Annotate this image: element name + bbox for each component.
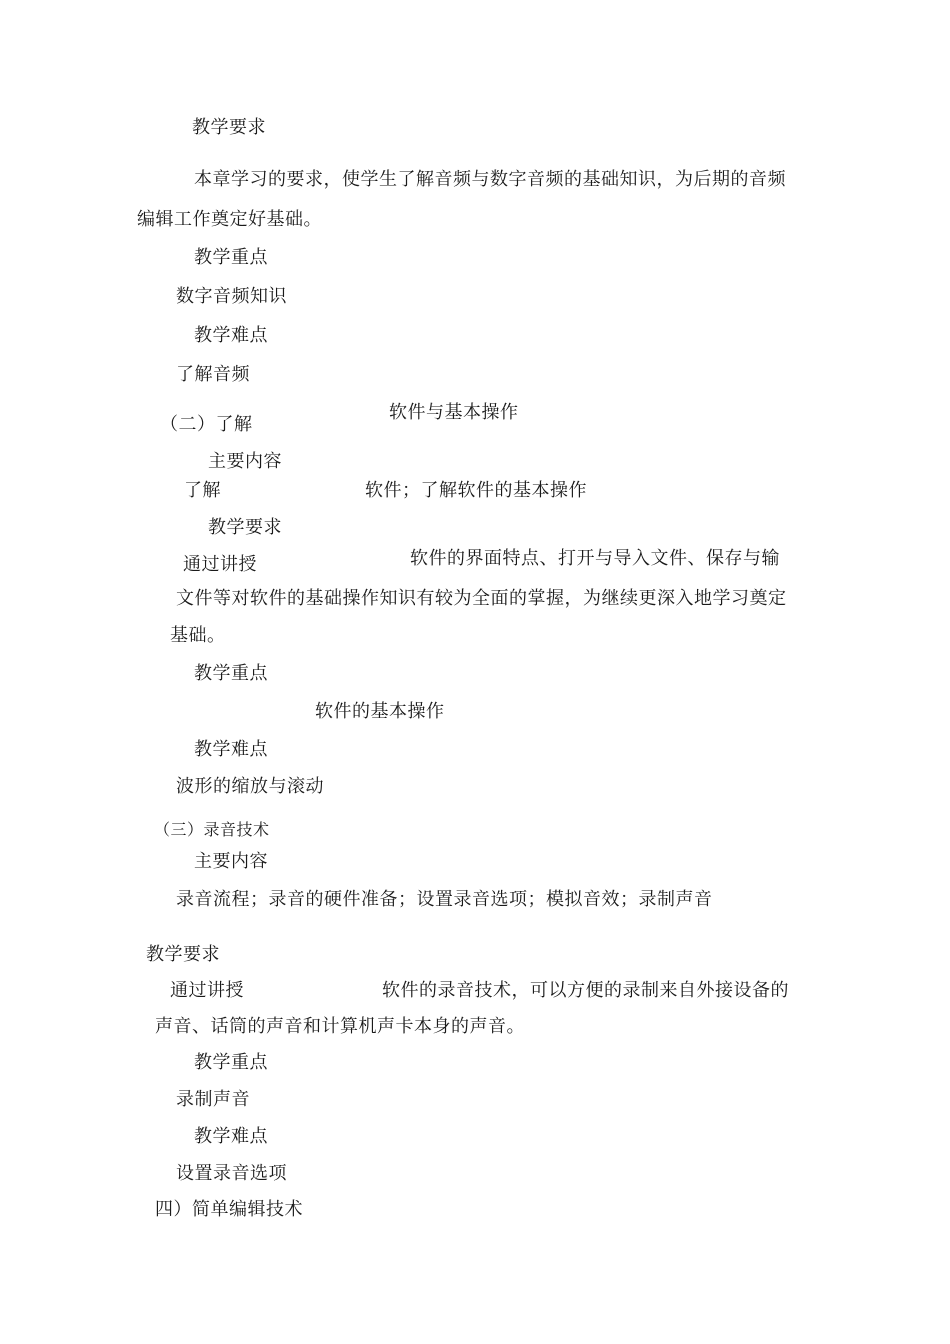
paragraph-line: 数字音频知识 <box>176 286 287 307</box>
paragraph-line: 通过讲授 <box>170 980 244 1001</box>
paragraph-line: 软件的基本操作 <box>315 701 445 722</box>
heading-teaching-difficulty: 教学难点 <box>194 325 268 346</box>
heading-teaching-requirements: 教学要求 <box>146 944 220 965</box>
section-heading-2: （二）了解 <box>160 414 253 435</box>
paragraph-line: 录制声音 <box>176 1089 250 1110</box>
heading-main-content: 主要内容 <box>208 451 282 472</box>
paragraph-line: 录音流程；录音的硬件准备；设置录音选项；模拟音效；录制声音 <box>176 889 713 910</box>
paragraph-line: 通过讲授 <box>183 554 257 575</box>
section-heading-2-cont: 软件与基本操作 <box>389 402 519 423</box>
paragraph-line: 声音、话筒的声音和计算机声卡本身的声音。 <box>155 1016 525 1037</box>
paragraph-line: 软件的录音技术，可以方便的录制来自外接设备的 <box>382 980 789 1001</box>
paragraph-line: 基础。 <box>170 625 226 646</box>
paragraph-line: 文件等对软件的基础操作知识有较为全面的掌握，为继续更深入地学习奠定 <box>176 588 787 609</box>
paragraph-line: 本章学习的要求，使学生了解音频与数字音频的基础知识，为后期的音频 <box>194 169 786 190</box>
heading-teaching-requirements: 教学要求 <box>208 517 282 538</box>
section-heading-4: 四）简单编辑技术 <box>155 1199 303 1220</box>
paragraph-line: 软件的界面特点、打开与导入文件、保存与输 <box>410 548 780 568</box>
paragraph-line: 软件；了解软件的基本操作 <box>365 480 587 501</box>
heading-teaching-focus: 教学重点 <box>194 247 268 268</box>
heading-main-content: 主要内容 <box>194 851 268 872</box>
section-heading-3: （三）录音技术 <box>154 820 270 839</box>
heading-teaching-difficulty: 教学难点 <box>194 739 268 760</box>
paragraph-line: 了解音频 <box>176 364 250 385</box>
heading-teaching-focus: 教学重点 <box>194 663 268 684</box>
heading-teaching-requirements: 教学要求 <box>192 117 266 138</box>
heading-teaching-difficulty: 教学难点 <box>194 1126 268 1147</box>
paragraph-line: 波形的缩放与滚动 <box>176 776 324 797</box>
paragraph-line: 了解 <box>184 480 221 501</box>
paragraph-line: 设置录音选项 <box>176 1163 287 1184</box>
heading-teaching-focus: 教学重点 <box>194 1052 268 1073</box>
paragraph-line: 编辑工作奠定好基础。 <box>137 209 322 230</box>
